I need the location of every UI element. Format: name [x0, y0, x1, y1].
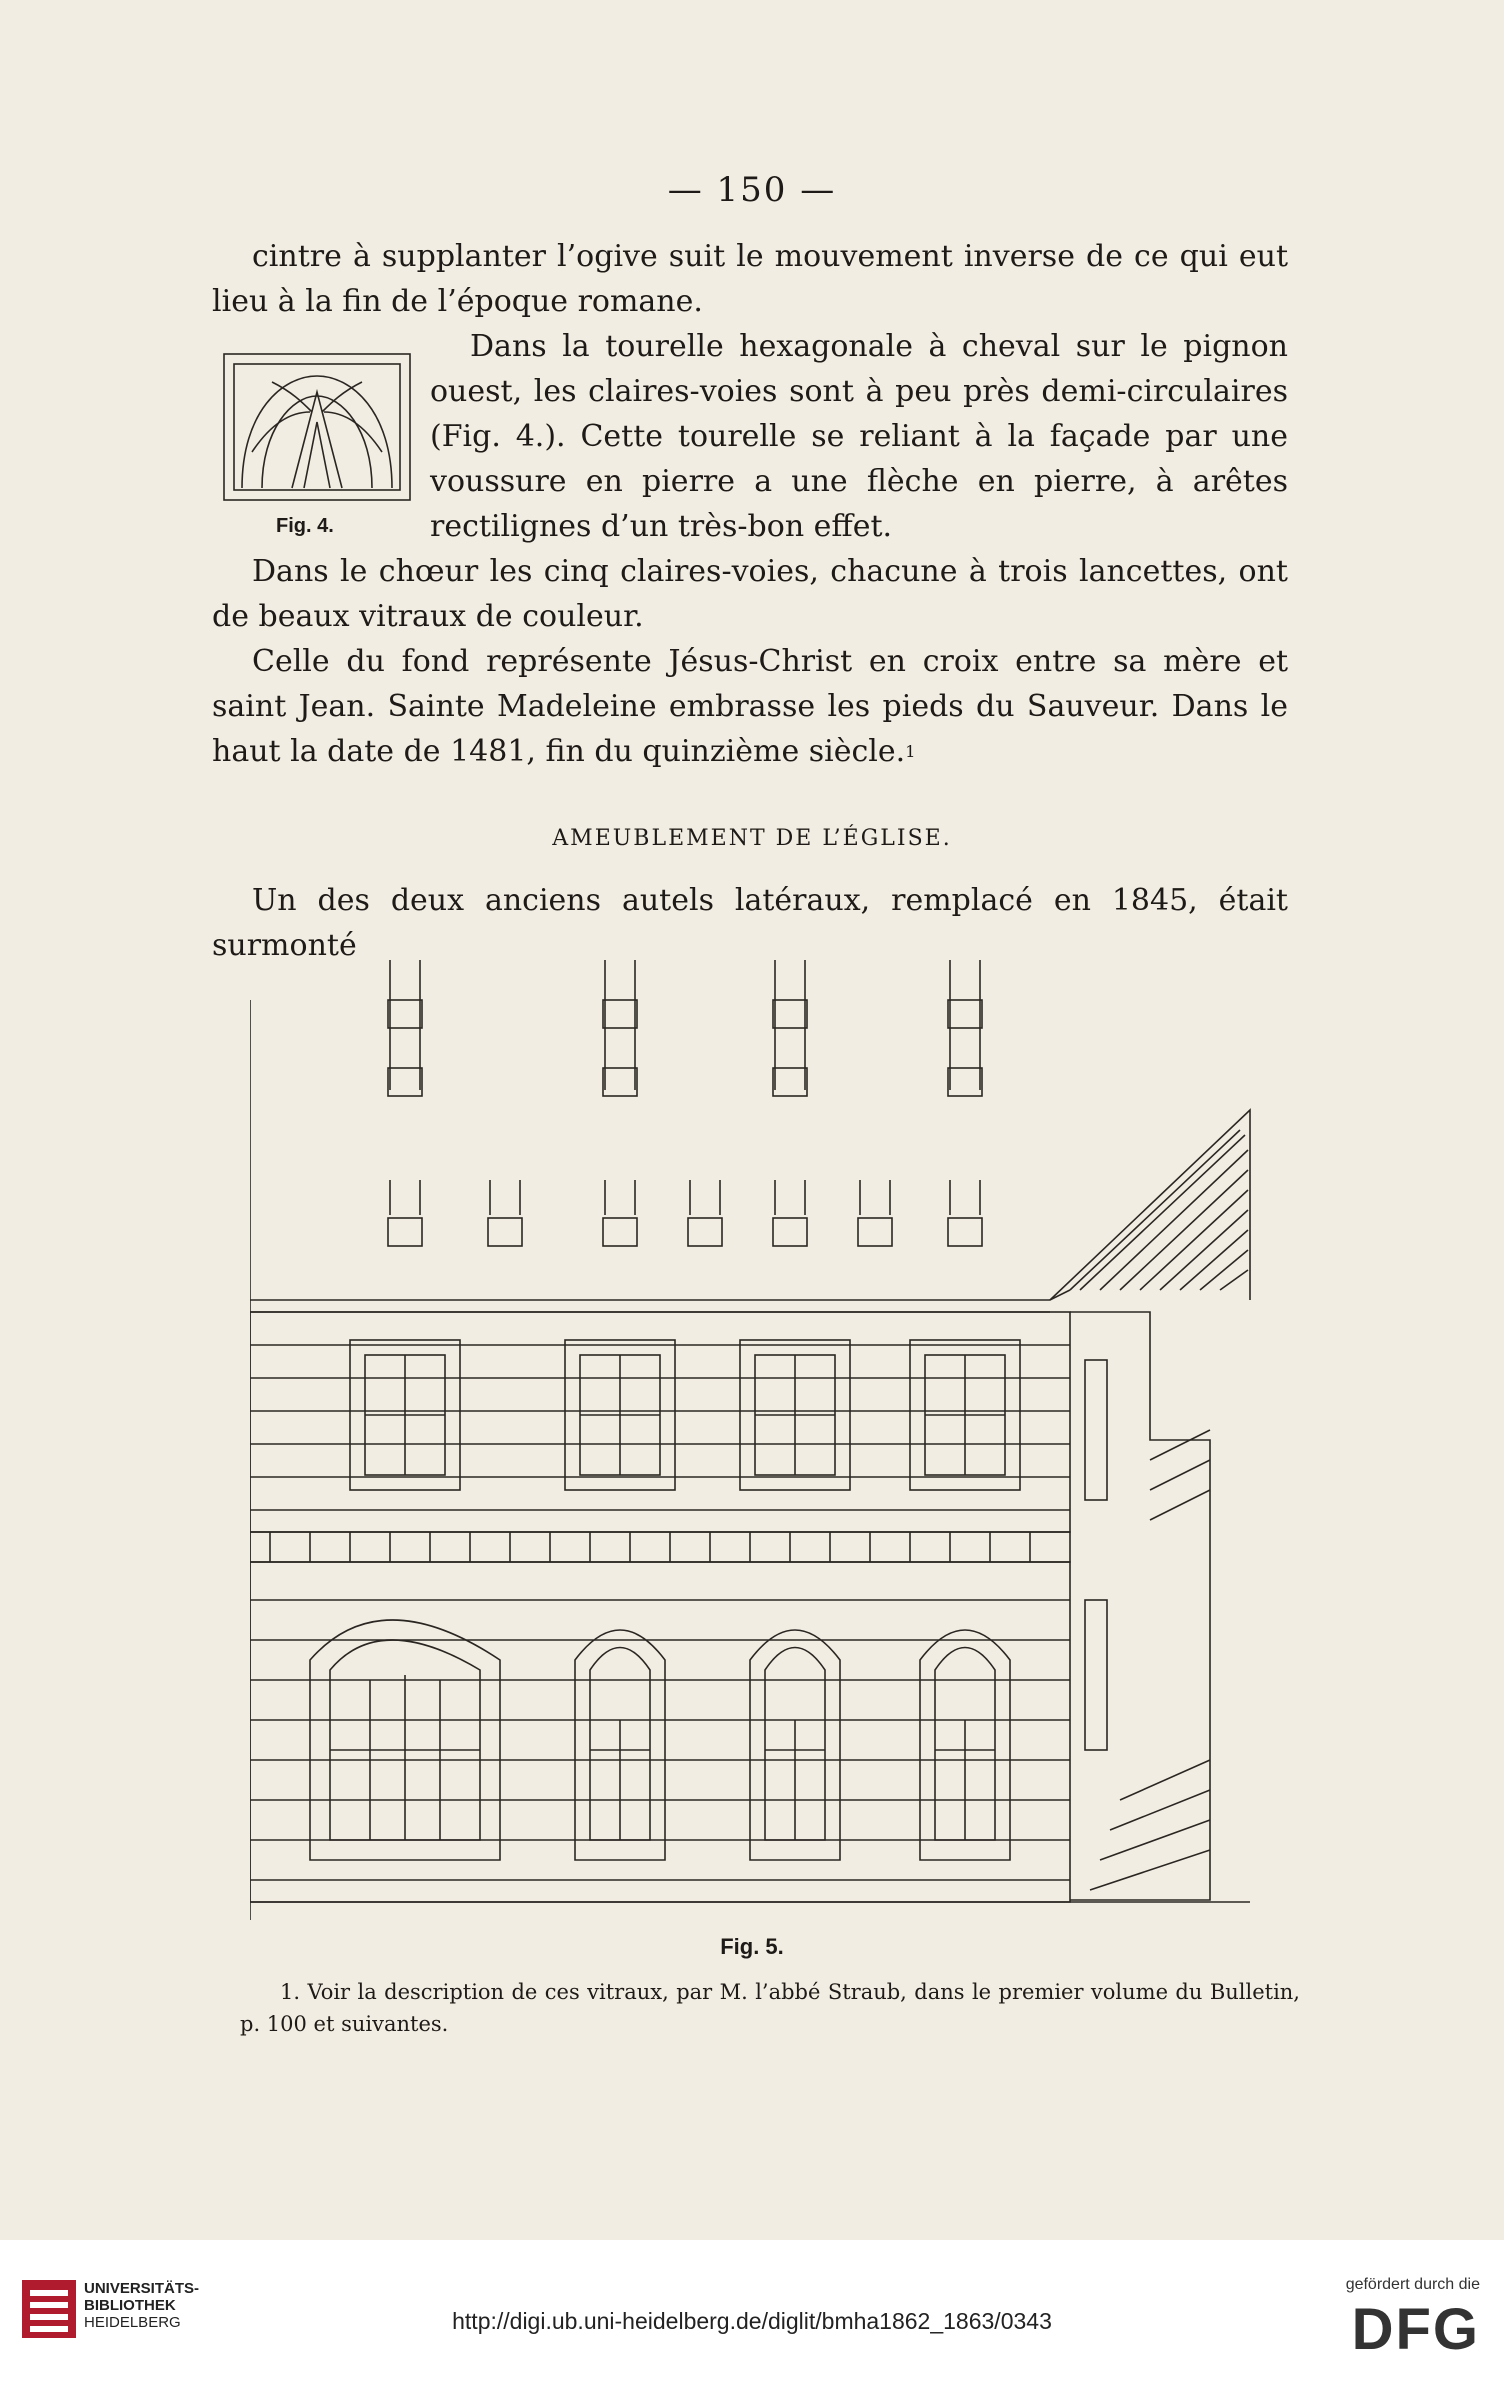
- upper-pillars: [388, 960, 982, 1246]
- footnote-marker: 1: [905, 742, 916, 761]
- library-line-1: UNIVERSITÄTS-: [84, 2280, 200, 2297]
- paragraph-2: Dans la tourelle hexagonale à cheval sur le pignon ouest, les claires-voies sont à peu près demi-circulaires (Fig. 4.). Cette tourelle se reliant à la façade par une voussure en pierre a une flèche en pierre, à arêtes rectilignes d’un très-bon effet.: [430, 329, 1288, 544]
- paragraph-4-text: Celle du fond représente Jésus-Christ en croix entre sa mère et saint Jean. Sainte Madeleine embrasse les pieds du Sauveur. Dans le haut la date de 1481, fin du quinzième siècle.: [212, 644, 1288, 769]
- dfg-logo: DFG: [1351, 2297, 1480, 2362]
- fig5-facade-drawing: [250, 960, 1290, 1920]
- paragraph-1: cintre à supplanter l’ogive suit le mouvement inverse de ce qui eut lieu à la fin de l’époque romane.: [212, 239, 1288, 319]
- paragraph-4: [212, 639, 1288, 774]
- library-line-2: BIBLIOTHEK: [84, 2297, 176, 2314]
- footnote-text: 1. Voir la description de ces vitraux, par M. l’abbé Straub, dans le premier volume du Bulletin, p. 100 et suivantes.: [240, 1980, 1300, 2036]
- fig5-caption: Fig. 5.: [720, 1934, 784, 1959]
- text-block-bottom: [212, 878, 1288, 968]
- footnote: [240, 1976, 1300, 2040]
- source-url-link[interactable]: http://digi.ub.uni-heidelberg.de/diglit/bmha1862_1863/0343: [452, 2308, 1052, 2334]
- library-line-3: HEIDELBERG: [84, 2314, 181, 2331]
- paragraph-5: Un des deux anciens autels latéraux, remplacé en 1845, était surmonté: [212, 883, 1288, 963]
- fig4-caption: Fig. 4.: [276, 515, 334, 537]
- paragraph-3: Dans le chœur les cinq claires-voies, chacune à trois lancettes, ont de beaux vitraux de couleur.: [212, 554, 1288, 634]
- fig4-ornament: [222, 352, 412, 502]
- funding-note: gefördert durch die: [1345, 2276, 1480, 2293]
- page-number: — 150 —: [667, 170, 837, 210]
- section-heading: AMEUBLEMENT DE L’ÉGLISE.: [552, 826, 952, 851]
- text-block-top: [212, 234, 1288, 774]
